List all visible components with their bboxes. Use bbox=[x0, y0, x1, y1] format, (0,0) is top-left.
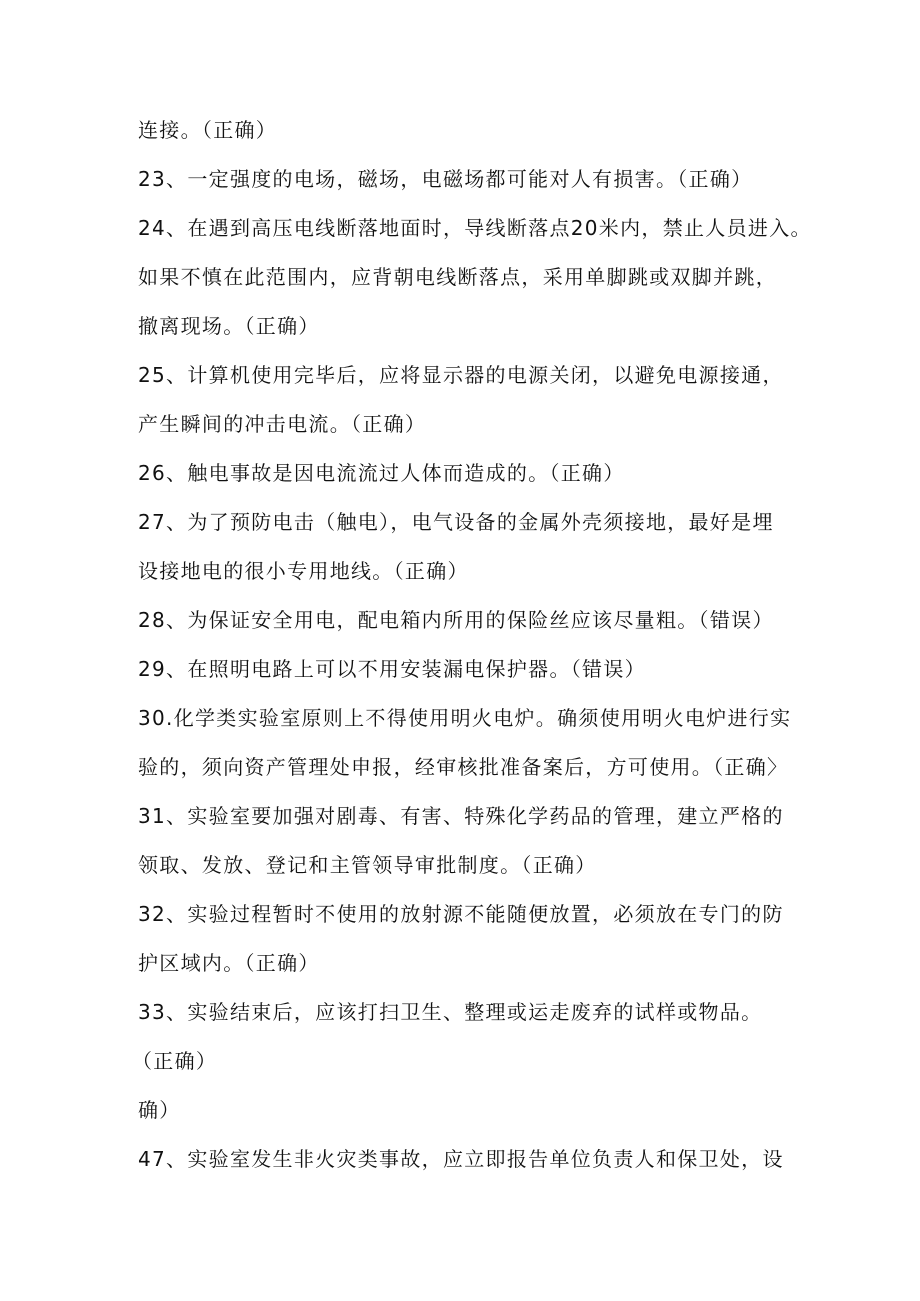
text-line: 31、实验室要加强对剧毒、有害、特殊化学药品的管理，建立严格的 bbox=[138, 804, 784, 828]
text-line: 26、触电事故是因电流流过人体而造成的。（正确） bbox=[138, 461, 625, 485]
text-line: 确） bbox=[138, 1098, 181, 1122]
text-line: 28、为保证安全用电，配电箱内所用的保险丝应该尽量粗。（错误） bbox=[138, 608, 774, 632]
text-line: 产生瞬间的冲击电流。（正确） bbox=[138, 412, 427, 436]
text-line: 撤离现场。（正确） bbox=[138, 314, 320, 338]
text-line: 设接地电的很小专用地线。（正确） bbox=[138, 559, 469, 583]
text-line: 29、在照明电路上可以不用安装漏电保护器。（错误） bbox=[138, 657, 646, 681]
text-line: 47、实验室发生非火灾类事故，应立即报告单位负责人和保卫处，设 bbox=[138, 1147, 784, 1171]
text-line: 验的，须向资产管理处申报，经审核批准备案后，方可使用。（正确〉 bbox=[138, 755, 789, 779]
text-line: 24、在遇到高压电线断落地面时，导线断落点20米内，禁止人员进入。 bbox=[138, 216, 812, 240]
text-line: 23、一定强度的电场，磁场，电磁场都可能对人有损害。（正确） bbox=[138, 167, 753, 191]
text-line: 如果不慎在此范围内，应背朝电线断落点，采用单脚跳或双脚并跳， bbox=[138, 265, 777, 289]
text-line: （正确） bbox=[132, 1049, 218, 1073]
text-line: 33、实验结束后，应该打扫卫生、整理或运走废弃的试样或物品。 bbox=[138, 1000, 763, 1024]
text-line: 领取、发放、登记和主管领导审批制度。（正确） bbox=[138, 853, 597, 877]
text-line: 连接。（正确） bbox=[138, 118, 278, 142]
text-line: 25、计算机使用完毕后，应将显示器的电源关闭，以避免电源接通， bbox=[138, 363, 784, 387]
text-line: 27、为了预防电击（触电），电气设备的金属外壳须接地，最好是埋 bbox=[138, 510, 774, 534]
text-line: 30.化学类实验室原则上不得使用明火电炉。确须使用明火电炉进行实 bbox=[138, 706, 792, 730]
text-line: 32、实验过程暂时不使用的放射源不能随便放置，必须放在专门的防 bbox=[138, 902, 784, 926]
text-line: 护区域内。（正确） bbox=[138, 951, 320, 975]
